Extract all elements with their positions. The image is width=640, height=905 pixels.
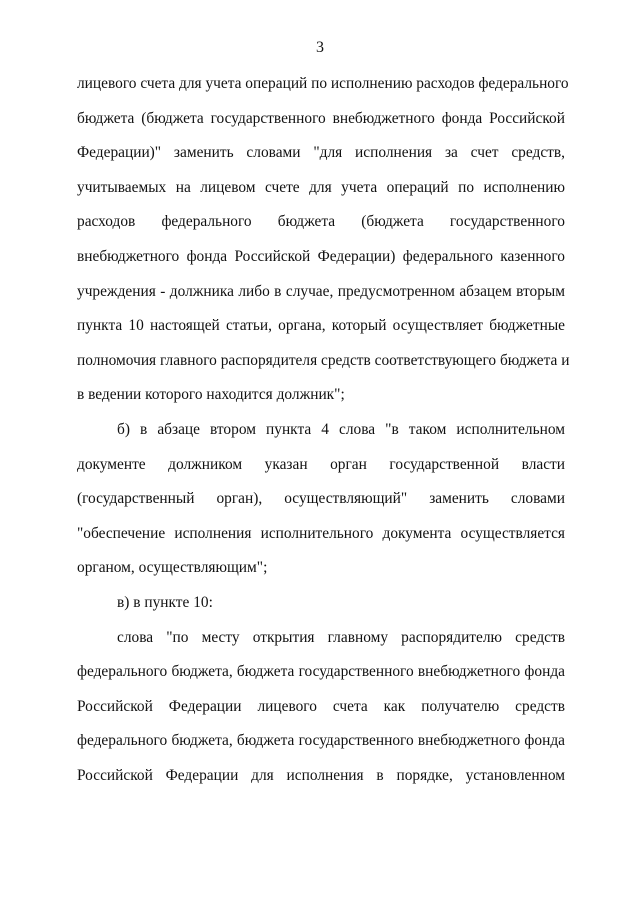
text-line: в ведении которого находится должник";	[77, 386, 345, 404]
text-line: Федерации)" заменить словами "для исполнения за счет средств,	[77, 144, 565, 162]
text-line: Российской Федерации лицевого счета как получателю средств	[77, 697, 565, 715]
text-line: учреждения - должника либо в случае, предусмотренном абзацем вторым	[77, 282, 565, 300]
page-number: 3	[316, 39, 324, 56]
text-line: лицевого счета для учета операций по исполнению расходов федерального	[77, 75, 569, 92]
text-line: документе должником указан орган государственной власти	[77, 455, 565, 473]
document-body	[77, 74, 570, 800]
text-line: бюджета (бюджета государственного внебюджетного фонда Российской	[77, 109, 565, 127]
text-line: расходов федерального бюджета (бюджета государственного	[77, 213, 565, 231]
text-line: б) в абзаце втором пункта 4 слова "в таком исполнительном	[117, 420, 565, 438]
text-line: пункта 10 настоящей статьи, органа, который осуществляет бюджетные	[77, 317, 565, 335]
text-line: федерального бюджета, бюджета государственного внебюджетного фонда	[77, 663, 565, 681]
text-line: внебюджетного фонда Российской Федерации) федерального казенного	[77, 247, 565, 265]
text-line: слова "по месту открытия главному распорядителю средств	[117, 628, 565, 646]
text-line: Российской Федерации для исполнения в порядке, установленном	[77, 766, 565, 784]
text-line: в) в пункте 10:	[117, 593, 213, 611]
text-line: "обеспечение исполнения исполнительного документа осуществляется	[77, 524, 565, 542]
text-line: (государственный орган), осуществляющий" заменить словами	[77, 490, 565, 508]
text-line: органом, осуществляющим";	[77, 559, 268, 577]
text-line: федерального бюджета, бюджета государственного внебюджетного фонда	[77, 732, 565, 750]
text-line: полномочия главного распорядителя средств соответствующего бюджета и	[77, 351, 570, 369]
text-line: учитываемых на лицевом счете для учета операций по исполнению	[77, 178, 565, 196]
